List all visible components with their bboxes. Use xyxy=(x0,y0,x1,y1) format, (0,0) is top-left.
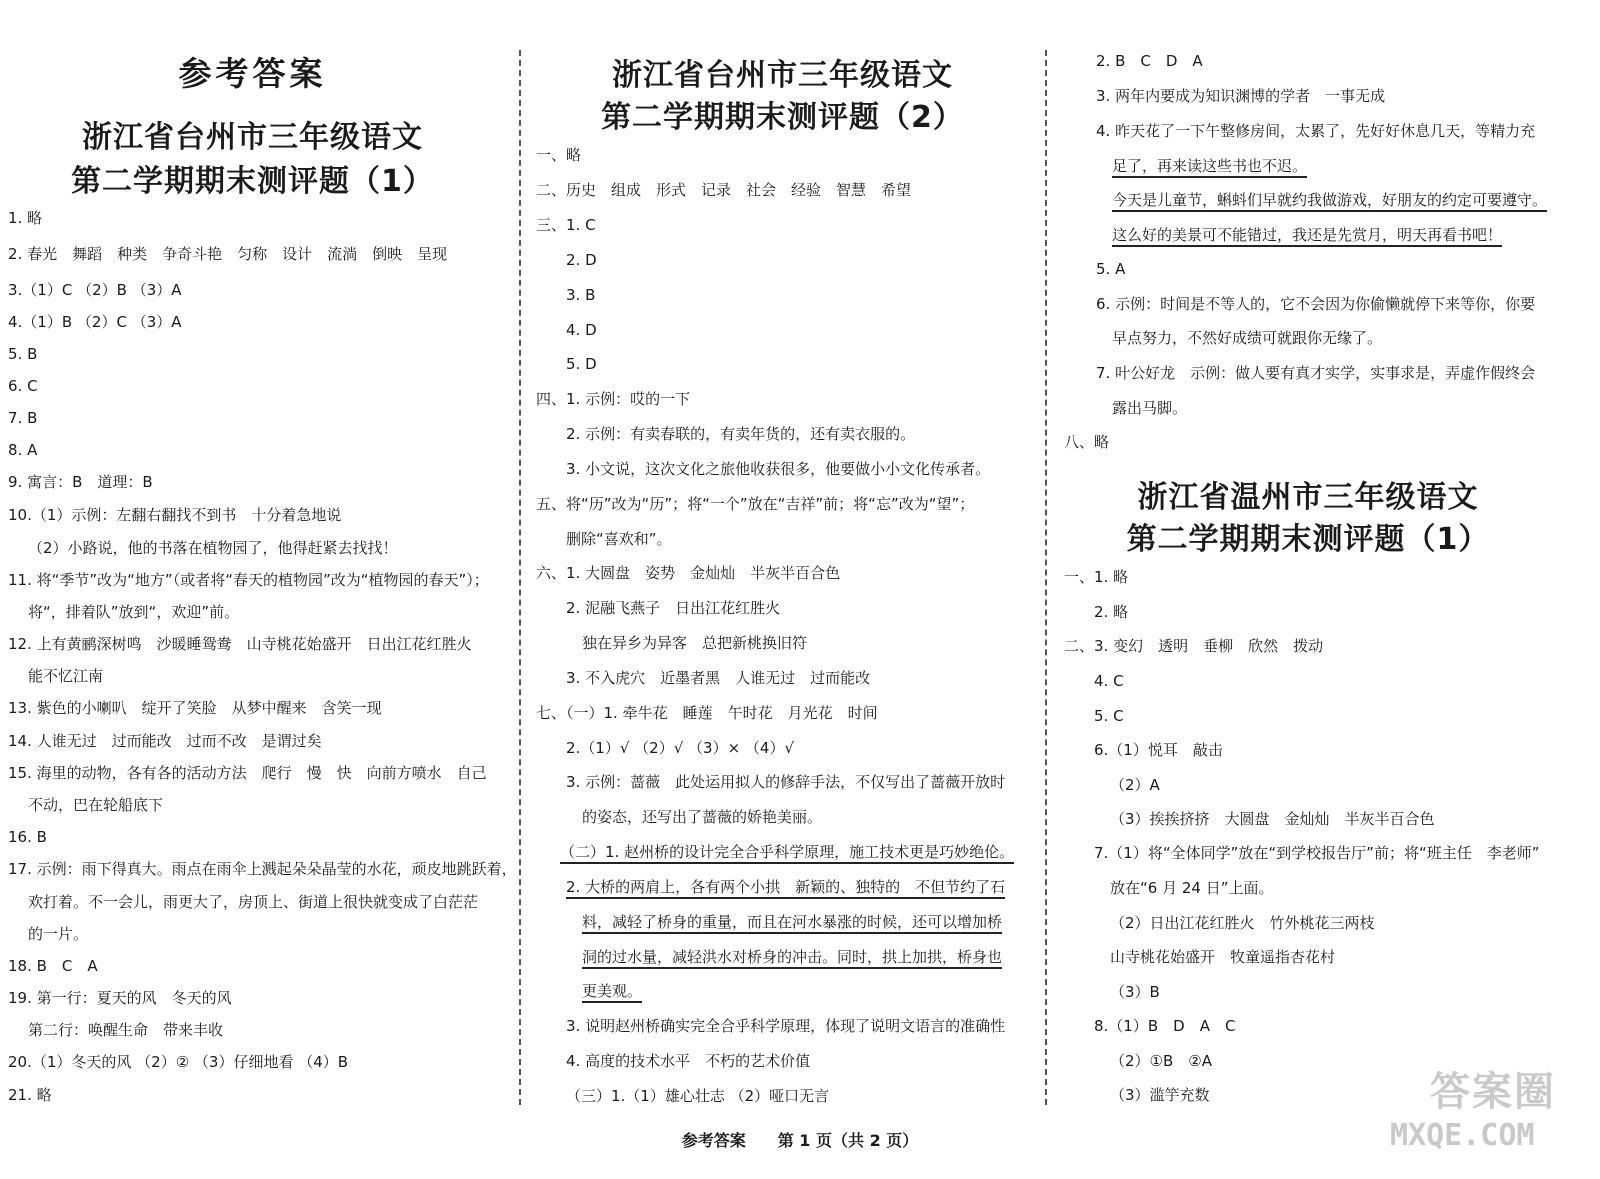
answer-line: 将“，排着队”放到“，欢迎”前。 xyxy=(28,603,240,621)
answer-line: 20.（1）冬天的风 （2）② （3）仔细地看 （4）B xyxy=(8,1053,349,1071)
answer-line: 3. B xyxy=(566,286,596,304)
answer-line: 能不忆江南 xyxy=(28,667,104,685)
answer-line: （3）挨挨挤挤 大圆盘 金灿灿 半灰半百合色 xyxy=(1110,810,1435,828)
answer-line: 3. 两年内要成为知识渊博的学者 一事无成 xyxy=(1096,87,1386,105)
answer-line xyxy=(582,912,1002,932)
underlined-answer: 今天是儿童节，蝌蚪们早就约我做游戏，好朋友的约定可要遵守。 xyxy=(1112,191,1547,212)
answer-line: 19. 第一行：夏天的风 冬天的风 xyxy=(8,989,232,1007)
watermark-text-en: MXQE.COM xyxy=(1390,1118,1535,1153)
answer-line: 5. C xyxy=(1094,707,1124,725)
answer-line: 13. 紫色的小喇叭 绽开了笑脸 从梦中醒来 含笑一现 xyxy=(8,699,382,717)
answer-line: 2. 略 xyxy=(1094,603,1129,621)
answer-line: 第二行：唤醒生命 带来丰收 xyxy=(28,1021,224,1039)
underlined-answer: 足了，再来读这些书也不迟。 xyxy=(1112,157,1307,178)
answer-line: 14. 人谁无过 过而能改 过而不改 是谓过矣 xyxy=(8,732,322,750)
answer-line: 4. D xyxy=(566,321,597,339)
answer-line: 放在“6 月 24 日”上面。 xyxy=(1110,879,1274,897)
answer-line: 4. 昨天花了一下午整修房间，太累了，先好好休息几天，等精力充 xyxy=(1096,122,1536,140)
answer-line: （2）小路说，他的书落在植物园了，他得赶紧去找找！ xyxy=(28,539,398,557)
answer-line: 4. C xyxy=(1094,672,1124,690)
answer-line: 不动，巴在轮船底下 xyxy=(28,796,164,814)
underlined-answer: 更美观。 xyxy=(582,982,642,1003)
answer-line xyxy=(1112,190,1547,210)
answer-line: 5. B xyxy=(8,345,38,363)
answer-line: （3）滥竽充数 xyxy=(1110,1086,1210,1104)
section-title-line2: 第二学期期末测评题（1） xyxy=(1126,522,1490,557)
column-3 xyxy=(1058,0,1600,1120)
answer-line: 2. 泥融飞燕子 日出江花红胜火 xyxy=(566,599,781,617)
page-footer: 参考答案 第 1 页（共 2 页） xyxy=(681,1131,919,1150)
answer-line: 2. 示例：有卖春联的，有卖年货的，还有卖衣服的。 xyxy=(566,425,916,443)
answer-line: 1. 略 xyxy=(8,209,43,227)
section-title-line1: 浙江省台州市三年级语文 xyxy=(82,120,423,155)
answer-line: （2）①B ②A xyxy=(1110,1052,1212,1070)
answer-line: 5. A xyxy=(1096,260,1126,278)
answer-line: 10.（1）示例：左翻右翻找不到书 十分着急地说 xyxy=(8,506,342,524)
answer-line: 四、1. 示例：哎的一下 xyxy=(536,390,691,408)
answer-line: 删除“喜欢和”。 xyxy=(566,530,672,548)
answer-line: 露出马脚。 xyxy=(1112,399,1188,417)
section-title-line1: 浙江省台州市三年级语文 xyxy=(612,58,953,93)
answer-line: 山寺桃花始盛开 牧童遥指杏花村 xyxy=(1110,948,1336,966)
answer-line xyxy=(582,981,642,1001)
column-2 xyxy=(530,0,1040,1120)
answer-line: 4. 高度的技术水平 不朽的艺术价值 xyxy=(566,1052,811,1070)
answer-line: 3. 示例：蔷薇 此处运用拟人的修辞手法，不仅写出了蔷薇开放时 xyxy=(566,773,1006,791)
answer-line: （2）A xyxy=(1110,776,1160,794)
answer-line: 2. 春光 舞蹈 种类 争奇斗艳 匀称 设计 流淌 倒映 呈现 xyxy=(8,245,448,263)
answer-line: 21. 略 xyxy=(8,1086,52,1104)
answer-line: 8.（1）B D A C xyxy=(1094,1017,1236,1035)
underlined-answer: 2. 大桥的两肩上，各有两个小拱 新颖的、独特的 不但节约了石 xyxy=(566,878,1005,899)
answer-line: 3.（1）C （2）B （3）A xyxy=(8,281,182,299)
answer-line: 7.（1）将“全体同学”放在“到学校报告厅”前；将“班主任 李老师” xyxy=(1094,844,1540,862)
answer-line: 3. 说明赵州桥确实完全合乎科学原理，体现了说明文语言的准确性 xyxy=(566,1017,1006,1035)
page-heading: 参考答案 xyxy=(178,54,327,93)
answer-line: 二、历史 组成 形式 记录 社会 经验 智慧 希望 xyxy=(536,181,912,199)
watermark-text-cn: 答案圈 xyxy=(1430,1069,1556,1115)
answer-line: 三、1. C xyxy=(536,216,596,234)
answer-line: 欢打着。不一会儿，雨更大了，房顶上、街道上很快就变成了白茫茫 xyxy=(28,893,479,911)
answer-line xyxy=(1112,156,1307,176)
answer-line: 一、略 xyxy=(536,146,582,164)
answer-line: 15. 海里的动物，各有各的活动方法 爬行 慢 快 向前方喷水 自己 xyxy=(8,764,487,782)
underlined-answer: 洞的过水量，减轻洪水对桥身的冲击。同时，拱上加拱，桥身也 xyxy=(582,948,1002,969)
answer-line: 八、略 xyxy=(1064,433,1110,451)
answer-line: 的姿态，还写出了蔷薇的娇艳美丽。 xyxy=(582,808,823,826)
answer-line xyxy=(560,842,1014,862)
answer-line: （3）B xyxy=(1110,983,1160,1001)
column-divider-left xyxy=(519,50,521,1105)
answer-line: 16. B xyxy=(8,828,47,846)
answer-line: （三）1.（1）雄心壮志 （2）哑口无言 xyxy=(566,1087,830,1105)
answer-line: 一、1. 略 xyxy=(1064,568,1129,586)
column-divider-right xyxy=(1045,50,1047,1105)
answer-line xyxy=(582,947,1002,967)
answer-line: 6. 示例：时间是不等人的，它不会因为你偷懒就停下来等你，你要 xyxy=(1096,295,1536,313)
answer-line: 2. D xyxy=(566,251,597,269)
answer-line: 二、3. 变幻 透明 垂柳 欣然 拨动 xyxy=(1064,637,1324,655)
section-title-line1: 浙江省温州市三年级语文 xyxy=(1137,480,1479,515)
answer-line: 6.（1）悦耳 敲击 xyxy=(1094,741,1223,759)
section-title-line2: 第二学期期末测评题（2） xyxy=(601,100,964,135)
answer-line: 五、将“历”改为“历”；将“一个”放在“吉祥”前；将“忘”改为“望”； xyxy=(536,495,975,513)
answer-line: 9. 寓言：B 道理：B xyxy=(8,473,153,491)
answer-line: 3. 不入虎穴 近墨者黑 人谁无过 过而能改 xyxy=(566,669,871,687)
answer-line xyxy=(566,877,1005,897)
answer-line: 独在异乡为异客 总把新桃换旧符 xyxy=(582,634,808,652)
answer-line: 3. 小文说，这次文化之旅他收获很多，他要做小小文化传承者。 xyxy=(566,460,991,478)
answer-line: 8. A xyxy=(8,441,38,459)
answer-line: 六、1. 大圆盘 姿势 金灿灿 半灰半百合色 xyxy=(536,564,841,582)
underlined-answer: 这么好的美景可不能错过，我还是先赏月，明天再看书吧！ xyxy=(1112,226,1502,247)
answer-line: 七、（一）1. 牵牛花 睡莲 午时花 月光花 时间 xyxy=(536,704,878,722)
answer-line: 12. 上有黄鹂深树鸣 沙暖睡鸳鸯 山寺桃花始盛开 日出江花红胜火 xyxy=(8,635,472,653)
answer-line xyxy=(1112,225,1502,245)
column-1 xyxy=(0,0,515,1120)
answer-line: 7. 叶公好龙 示例：做人要有真才实学，实事求是，弄虚作假终会 xyxy=(1096,364,1536,382)
answer-line: （2）日出江花红胜火 竹外桃花三两枝 xyxy=(1110,914,1375,932)
answer-line: 早点努力，不然好成绩可就跟你无缘了。 xyxy=(1112,329,1383,347)
answer-line: 的一片。 xyxy=(28,925,89,943)
answer-line: 4.（1）B （2）C （3）A xyxy=(8,313,182,331)
answer-line: 18. B C A xyxy=(8,957,98,975)
answer-line: 2. B C D A xyxy=(1096,52,1203,70)
answer-line: 7. B xyxy=(8,409,38,427)
underlined-answer: （二）1. 赵州桥的设计完全合乎科学原理，施工技术更是巧妙绝伦。 xyxy=(560,843,1014,864)
answer-line: 5. D xyxy=(566,355,597,373)
underlined-answer: 料，减轻了桥身的重量，而且在河水暴涨的时候，还可以增加桥 xyxy=(582,913,1002,934)
answer-line: 11. 将“季节”改为“地方”（或者将“春天的植物园”改为“植物园的春天”）； xyxy=(8,571,489,589)
section-title-line2: 第二学期期末测评题（1） xyxy=(71,164,434,199)
answer-line: 6. C xyxy=(8,377,38,395)
answer-line: 17. 示例：雨下得真大。雨点在雨伞上溅起朵朵晶莹的水花，顽皮地跳跃着， xyxy=(8,860,517,878)
answer-line: 2.（1）√ （2）√ （3）× （4）√ xyxy=(566,739,795,757)
